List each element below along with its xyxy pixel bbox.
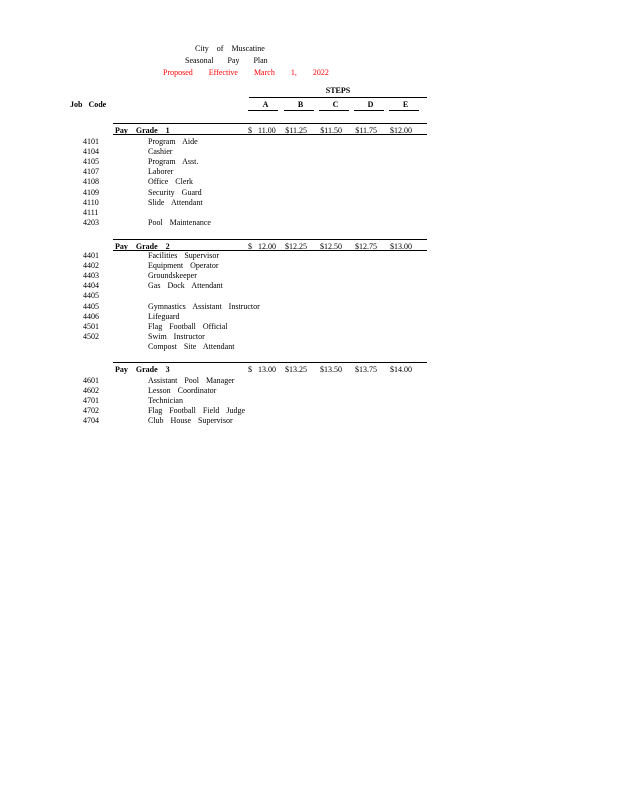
job-code-cell: 4401 — [83, 250, 99, 260]
job-code-cell: 4406 — [83, 311, 99, 321]
job-title-cell: Assistant Pool Manager — [148, 375, 235, 385]
rate-cell: $12.75 — [355, 241, 377, 251]
step-column-d: D — [367, 100, 374, 109]
job-title-cell: Office Clerk — [148, 177, 194, 187]
pay-grade-1-rates — [248, 126, 423, 135]
job-title-cell: Slide Attendant — [148, 197, 203, 207]
job-title-cell: Lesson Coordinator — [148, 385, 217, 395]
rate-cell: $12.50 — [320, 241, 342, 251]
step-c-rule — [319, 110, 349, 111]
job-title-cell: Gymnastics Assistant Instructor — [148, 301, 260, 311]
job-code-cell: 4104 — [83, 146, 99, 156]
pay-grade-2-job-list — [0, 250, 618, 352]
rate-cell: $11.75 — [355, 125, 377, 135]
job-code-cell: 4110 — [83, 197, 99, 207]
job-code-cell: 4405 — [83, 301, 99, 311]
step-column-e: E — [402, 100, 409, 109]
job-row — [0, 146, 618, 156]
job-code-cell: 4704 — [83, 416, 99, 426]
job-title-cell: Flag Football Official — [148, 321, 228, 331]
job-code-cell: 4601 — [83, 375, 99, 385]
job-row — [0, 177, 618, 187]
rate-cell: $13.25 — [285, 364, 307, 374]
job-code-cell: 4702 — [83, 406, 99, 416]
job-title-cell: Security Guard — [148, 187, 202, 197]
step-b-rule — [284, 110, 314, 111]
job-code-cell: 4107 — [83, 167, 99, 177]
job-code-cell: 4404 — [83, 281, 99, 291]
rate-cell: $13.75 — [355, 364, 377, 374]
job-code-cell: 4701 — [83, 395, 99, 405]
rate-cell: $12.25 — [285, 241, 307, 251]
job-title-cell: Cashier — [148, 146, 173, 156]
step-column-b: B — [297, 100, 304, 109]
job-code-cell: 4111 — [83, 207, 99, 217]
job-title-cell: Program Asst. — [148, 156, 199, 166]
job-code-cell: 4502 — [83, 332, 99, 342]
document-title-effective-date: Proposed Effective March 1, 2022 — [163, 68, 329, 77]
job-code-cell: 4402 — [83, 260, 99, 270]
pay-grade-1-job-list — [0, 136, 618, 228]
job-title-cell: Compost Site Attendant — [148, 342, 235, 352]
job-row — [0, 395, 618, 405]
job-row — [0, 260, 618, 270]
job-row — [0, 385, 618, 395]
pay-grade-2-label: Pay Grade 2 — [115, 241, 170, 251]
step-e-rule — [389, 110, 419, 111]
job-title-cell: Club House Supervisor — [148, 416, 233, 426]
rate-cell: $13.00 — [390, 241, 412, 251]
job-code-cell: 4109 — [83, 187, 99, 197]
job-title-cell: Flag Football Field Judge — [148, 406, 245, 416]
pay-grade-1-label: Pay Grade 1 — [115, 125, 170, 135]
job-row — [0, 187, 618, 197]
document-title-city: City of Muscatine — [195, 44, 265, 53]
steps-header-rule — [249, 97, 427, 98]
rate-cell: $ 11.00 — [248, 125, 276, 135]
job-title-cell: Technician — [148, 395, 183, 405]
job-row — [0, 197, 618, 207]
job-row — [0, 156, 618, 166]
job-row — [0, 311, 618, 321]
job-row — [0, 291, 618, 301]
job-code-cell: 4403 — [83, 270, 99, 280]
steps-header: STEPS — [325, 86, 351, 95]
job-title-cell: Pool Maintenance — [148, 218, 211, 228]
job-row — [0, 207, 618, 217]
job-title-cell: Gas Dock Attendant — [148, 281, 223, 291]
rate-cell: $13.50 — [320, 364, 342, 374]
job-row — [0, 218, 618, 228]
job-title-cell: Equipment Operator — [148, 260, 219, 270]
job-row — [0, 136, 618, 146]
rate-cell: $11.25 — [285, 125, 307, 135]
job-row — [0, 301, 618, 311]
job-row — [0, 332, 618, 342]
pay-grade-3-row — [113, 362, 427, 374]
job-title-cell: Swim Instructor — [148, 332, 205, 342]
job-row — [0, 281, 618, 291]
step-column-a: A — [262, 100, 269, 109]
step-column-c: C — [332, 100, 339, 109]
job-row — [0, 342, 618, 352]
job-code-cell: 4501 — [83, 321, 99, 331]
job-row — [0, 406, 618, 416]
step-d-rule — [354, 110, 384, 111]
pay-grade-3-job-list — [0, 375, 618, 426]
job-code-cell: 4105 — [83, 156, 99, 166]
rate-cell: $11.50 — [320, 125, 342, 135]
job-row — [0, 321, 618, 331]
job-row — [0, 416, 618, 426]
job-code-cell: 4602 — [83, 385, 99, 395]
job-row — [0, 270, 618, 280]
job-title-cell: Lifeguard — [148, 311, 180, 321]
job-row — [0, 167, 618, 177]
job-row — [0, 250, 618, 260]
job-code-cell: 4108 — [83, 177, 99, 187]
job-code-column-header: Job Code — [70, 100, 107, 109]
job-title-cell: Laborer — [148, 167, 174, 177]
job-row — [0, 375, 618, 385]
job-code-cell: 4203 — [83, 218, 99, 228]
step-letters-row — [248, 100, 423, 109]
job-code-cell: 4101 — [83, 136, 99, 146]
rate-cell: $ 13.00 — [248, 364, 276, 374]
rate-cell: $ 12.00 — [248, 241, 276, 251]
job-title-cell: Facilities Supervisor — [148, 250, 219, 260]
pay-grade-3-rates — [248, 365, 423, 374]
rate-cell: $12.00 — [390, 125, 412, 135]
document-title-plan: Seasonal Pay Plan — [185, 56, 268, 65]
step-a-rule — [248, 110, 278, 111]
job-title-cell: Program Aide — [148, 136, 198, 146]
pay-grade-3-label: Pay Grade 3 — [115, 364, 170, 374]
rate-cell: $14.00 — [390, 364, 412, 374]
job-code-cell: 4405 — [83, 291, 99, 301]
pay-grade-1-row — [113, 123, 427, 135]
job-title-cell: Groundskeeper — [148, 270, 197, 280]
